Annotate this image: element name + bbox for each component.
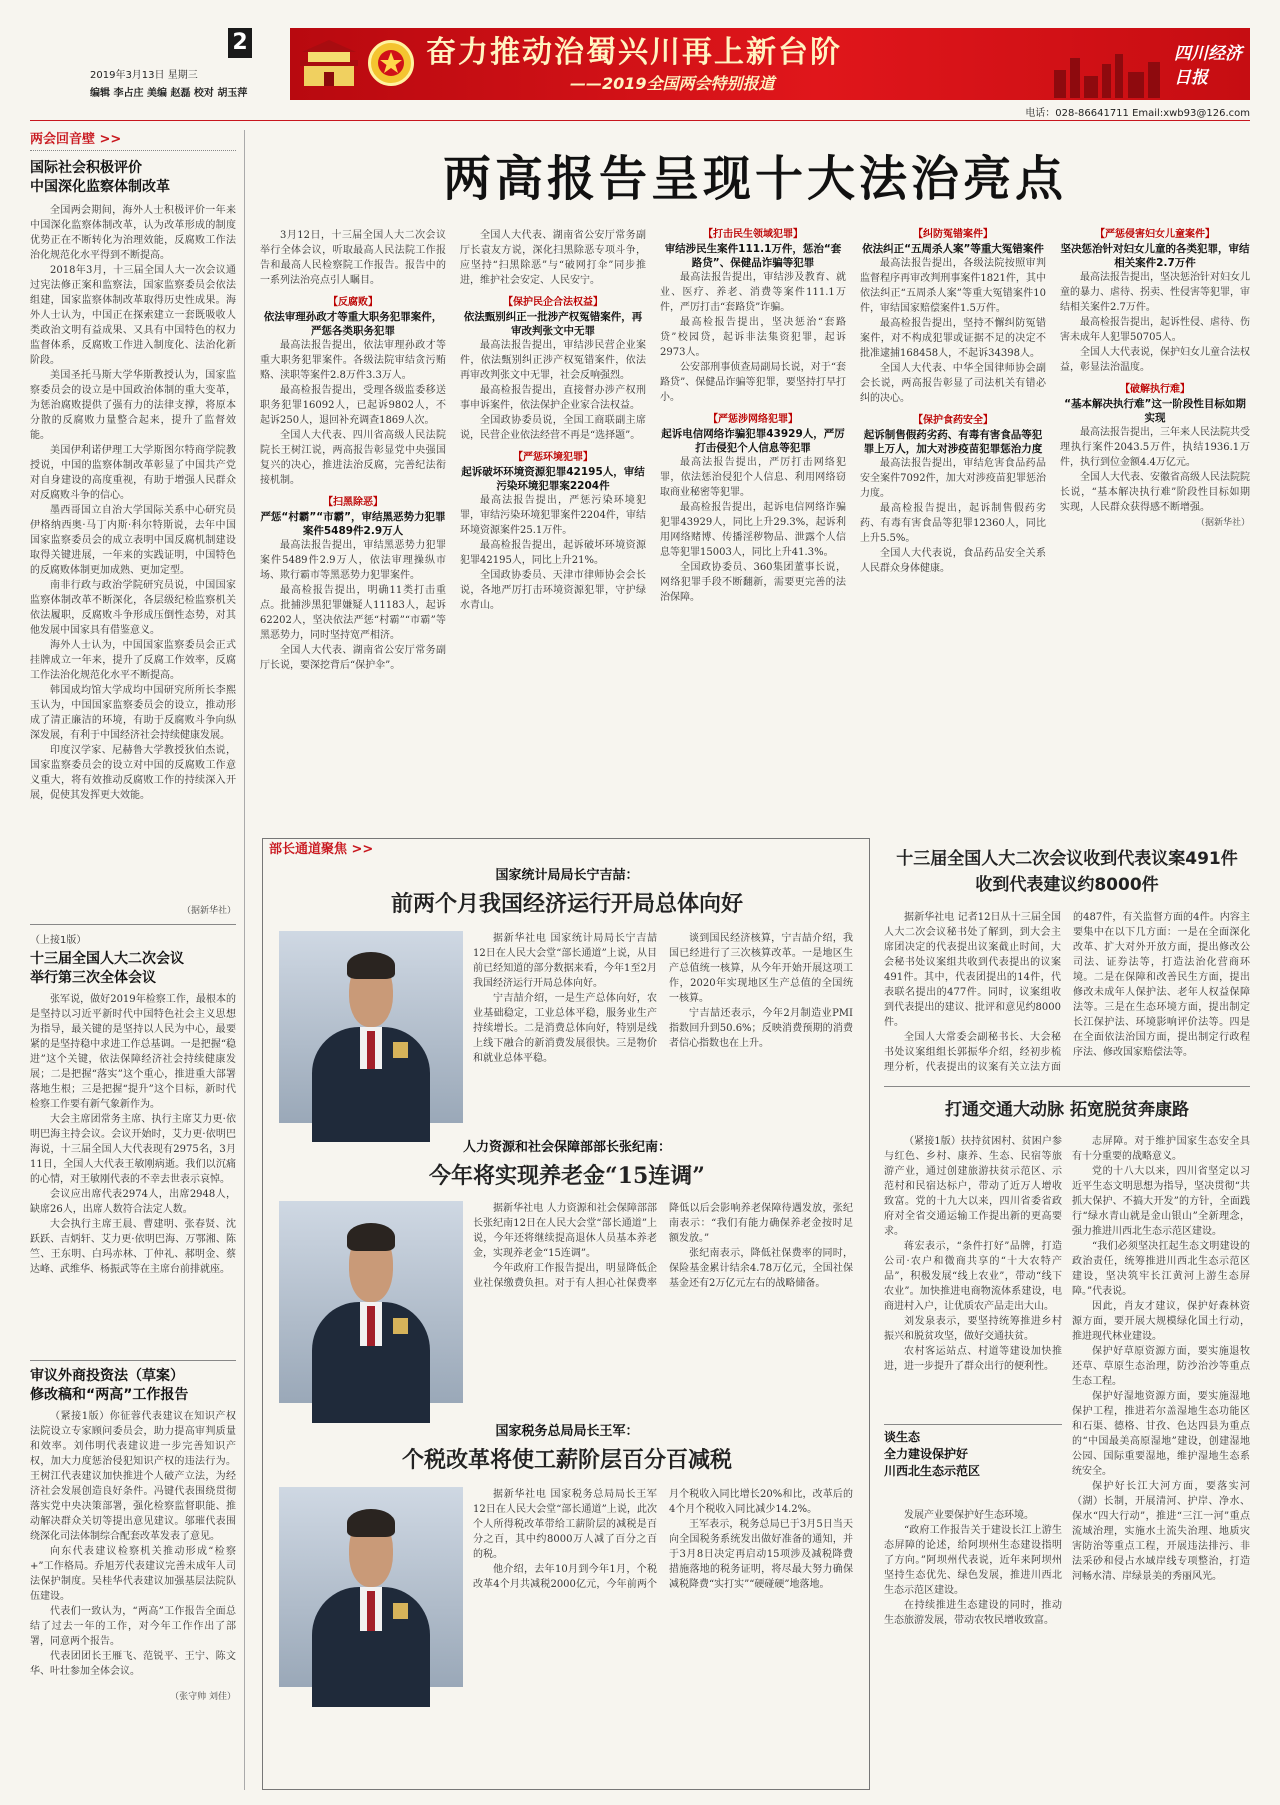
title-transport-poverty: 打通交通大动脉 拓宽脱贫奔康路: [945, 1100, 1189, 1120]
editor-line: 编辑 李占庄 美编 赵磊 校对 胡玉萍: [90, 88, 248, 99]
paragraph: 全国人大代表、中华全国律师协会副会长说，两高报告彰显了司法机关有错必纠的决心。: [860, 363, 1046, 404]
tag-enforcement: 【破解执行难】: [1120, 384, 1190, 395]
paragraph: 最高法报告提出，依法审理孙政才等重大职务犯罪案件。各级法院审结贪污贿赂、渎职等案件2.8万件3.3万人。: [260, 340, 446, 381]
paragraph: 最高检报告提出，坚持不懈纠防冤错案件，对不构成犯罪或证据不足的决定不批准逮捕168458人，不起诉34398人。: [860, 318, 1046, 359]
legal-highlights-section: [260, 228, 1250, 828]
section-label-ministers: 部长通道聚焦 >>: [263, 839, 443, 861]
paragraph: 据新华社电 国家税务总局局长王军12日在人民大会堂“部长通道”上说，此次个人所得税改革带给工薪阶层的减税是百分之百，其中约8000万人减了百分之百的税。: [473, 1489, 657, 1560]
paragraph: 他介绍，去年10月到今年1月，个税改革4个月共减税2000亿元，今年前两个月个税收入同比增长20%和比，改革后的4个月个税收入同比减少14.2%。: [473, 1489, 853, 1590]
title-statistics: 前两个月我国经济运行开局总体向好: [390, 891, 743, 917]
highlight-column-5: [1060, 228, 1250, 828]
paragraph: 最高法报告提出，审结涉及教育、就业、医疗、养老、消费等案件111.1万件，严厉打击“套路贷”诈骗。: [660, 272, 846, 313]
article-foreign-investment: [30, 1360, 236, 1702]
paragraph: 全国人大代表、湖南省公安厅常务副厅长袁友方说，深化扫黑除恶专项斗争，应坚持“扫黑除恶”与“破网打伞”同步推进，维护社会安定、人民安宁。: [460, 230, 646, 286]
title-taxation: 个税改革将使工薪阶层百分百减税: [401, 1447, 732, 1473]
paragraph: （紧接1版）扶持贫困村、贫困户参与红色、乡村、康养、生态、民宿等旅游产业，通过创建旅游扶贫示范区、示范村和民宿达标户，带动了近万人增收致富。党的十九大以来，四川省委省政府对全省交通运输工作提出新的更高要求。: [884, 1136, 1062, 1237]
paragraph: 最高法报告提出，审结黑恶势力犯罪案件5489件2.9万人，依法审理操纵市场、欺行霸市等黑恶势力犯罪案件。: [260, 540, 446, 581]
paragraph: 保护好草原资源方面，要实施退牧还草、草原生态治理，防沙治沙等重点生态工程。: [1072, 1346, 1250, 1387]
highlight-column-3: [660, 228, 846, 828]
kicker-social-security: 人力资源和社会保障部部长张纪南：: [462, 1140, 671, 1155]
paragraph: 最高法报告提出，严惩污染环境犯罪，审结污染环境犯罪案件2204件，审结环境资源案件25.1万件。: [460, 495, 646, 536]
left-column: [30, 130, 236, 1790]
body-statistics: [473, 931, 853, 1127]
paragraph: 全国政协委员说，全国工商联副主席说，民营企业依法经营不再是“选择题”。: [460, 415, 646, 441]
article-title-foreign-investment: 审议外商投资法（草案） 修改稿和“两高”工作报告: [30, 1368, 189, 1403]
highlight-column-2: [460, 228, 646, 828]
paragraph: 保护好湿地资源方面，要实施湿地保护工程，推进若尔盖湿地生态功能区和石渠、德格、甘孜、色达四县为重点的“中国最美高原湿地”建设，创建湿地公园、国际重要湿地，维护湿地生态系统安全。: [1072, 1391, 1250, 1477]
photo-wang-jun: [279, 1487, 463, 1687]
paragraph: 农村客运站点、村道等建设加快推进，进一步提升了群众出行的便利性。: [884, 1346, 1062, 1372]
subhead-women-children: 坚决惩治针对妇女儿童的各类犯罪，审结相关案件2.7万件: [1060, 243, 1250, 269]
national-emblem-icon: [368, 40, 414, 86]
paragraph: 今年政府工作报告提出，明显降低企业社保缴费负担。对于有人担心社保费率降低以后会影响养老保障待遇发放，张纪南表示：“我们有能力确保养老金按时足额发放。”: [473, 1203, 853, 1289]
paragraph: 最高法报告提出，坚决惩治针对妇女儿童的暴力、虐待、拐卖、性侵害等犯罪，审结相关案件2.7万件。: [1060, 272, 1250, 313]
paragraph: 最高检报告提出，起诉破坏环境资源犯罪42195人，同比上升21%。: [460, 540, 646, 566]
paragraph: 韩国成均馆大学成均中国研究所所长李熙玉认为，中国国家监察委员会的设立，推动形成了清正廉洁的环境，有助于反腐败斗争向纵深发展，有利于中国经济社会持续健康发展。: [30, 685, 236, 741]
paragraph: 蒋宏表示，“条件打好”品牌，打造公司·农户和微商共享的“十大农特产品”，积极发展“线上农业”，带动“线下农业”。加快推进电商物流体系建设，电商进村入户，让优质农产品走出大山。: [884, 1241, 1062, 1312]
paragraph: 发展产业要保护好生态环境。: [904, 1510, 1034, 1521]
section-label-lianghui: 两会回音壁 >>: [30, 130, 236, 151]
title-social-security: 今年将实现养老金“15连调”: [429, 1163, 705, 1189]
highlight-column-4: [860, 228, 1046, 828]
article-npc-meeting: [30, 924, 236, 1352]
paragraph: 宁吉喆介绍，一是生产总体向好，农业基础稳定，工业总体平稳，服务业生产持续增长。二是消费总体向好，特别是线上线下融合的新消费发展很快。三是物价和就业总体平稳。: [473, 993, 657, 1064]
photo-zhang-jinan: [279, 1201, 463, 1403]
photo-ning-jizhe: [279, 931, 463, 1123]
article-title-supervision: 国际社会积极评价 中国深化监察体制改革: [30, 160, 170, 195]
paragraph: 向东代表建议检察机关推动形成“检察+”工作格局。乔旭芳代表建议完善未成年人司法保护制度。吴桂华代表建议加强基层法院队伍建设。: [30, 1546, 236, 1602]
header-banner: [290, 28, 1250, 100]
article-body-foreign-investment: [30, 1409, 236, 1689]
paragraph: 南非行政与政治学院研究员说，中国国家监察体制改革不断深化，各层级纪检监察机关依法履职，反腐败斗争形成压倒性态势，对其他发展中国家具有借鉴意义。: [30, 580, 236, 636]
paragraph: 全国人大代表、安徽省高级人民法院院长说，“基本解决执行难”阶段性目标如期实现，人民群众获得感不断增强。: [1060, 472, 1250, 513]
article-credit: （据新华社）: [1195, 518, 1250, 528]
subhead-environment: 起诉破坏环境资源犯罪42195人，审结污染环境犯罪案2204件: [461, 466, 645, 492]
ecology-subheadline: [884, 1424, 1062, 1504]
paragraph: 刘发泉表示，要坚持统筹推进乡村振兴和脱贫攻坚，做好交通扶贫。: [884, 1316, 1062, 1342]
banner-title: 奋力推动治蜀兴川再上新台阶: [426, 35, 842, 70]
tag-wrongful-conviction: 【纠防冤错案件】: [913, 229, 993, 240]
paragraph: 代表团团长王雁飞、范锐平、王宁、陈文华、叶壮参加全体会议。: [30, 1651, 236, 1677]
kicker-statistics: 国家统计局局长宁吉喆：: [495, 868, 639, 883]
paragraph: 全国人大代表、四川省高级人民法院院长王树江说，两高报告彰显党中央强国复兴的决心，推进法治反腐，完善纪法衔接机制。: [260, 430, 446, 486]
paragraph: 保护好长江大河方面，要落实河（湖）长制，开展清河、护岸、净水、保水“四大行动”，推进“三江一河”重点流域治理，实施水土流失治理、地质灾害防治等重点工程，开展违法排污、非法采砂和侵占水域岸线专项整治，打造河畅水清、岸绿景美的秀丽风光。: [1072, 1481, 1250, 1582]
tag-cyber-crime: 【严惩涉网络犯罪】: [708, 414, 798, 425]
paragraph: 全国政协委员、天津市律师协会会长说，各地严厉打击环境资源犯罪，守护绿水青山。: [460, 570, 646, 611]
paragraph: 大会主席团常务主席、执行主席艾力更·依明巴海主持会议。会议开始时，艾力更·依明巴海说，十三届全国人大代表现有2975名，3月11日，全国人大代表王敏刚病逝。我们以沉痛的心情，对王敏刚代表的不幸去世表示哀悼。: [30, 1114, 236, 1185]
subhead-anti-corruption: 依法审理孙政才等重大职务犯罪案件，严惩各类职务犯罪: [263, 311, 443, 337]
paragraph: 党的十八大以来，四川省坚定以习近平生态文明思想为指导，坚决贯彻“共抓大保护、不搞大开发”的方针，全面践行“绿水青山就是金山银山”全新理念，强力推进川西北生态示范区建设。: [1072, 1166, 1250, 1237]
divider: [884, 1086, 1250, 1087]
column-divider: [244, 130, 245, 1790]
paragraph: 全国两会期间，海外人士积极评价一年来中国深化监察体制改革，认为改革形成的制度优势正在不断转化为治理效能，反腐败工作法治化规范化水平得到不断提高。: [30, 205, 236, 261]
tag-anti-gang: 【扫黑除恶】: [323, 497, 383, 508]
page-number: 2: [228, 28, 252, 58]
article-prefix: （上接1版）: [30, 935, 87, 946]
paragraph: 美国圣托马斯大学华斯教授认为，国家监察委员会的设立是中国政治体制的重大变革，为惩治腐败提供了强有力的法律支撑，将原本分散的反腐败力量整合起来，提升了监督效能。: [30, 370, 236, 441]
tiananmen-icon: [298, 34, 360, 94]
kicker-taxation: 国家税务总局局长王军：: [495, 1424, 639, 1439]
paragraph: 墨西哥国立自治大学国际关系中心研究员伊格纳西奥·马丁内斯·科尔特斯说，去年中国国家监察委员会的成立表明中国反腐机制建设取得关键进展，一年来的实践证明，中国特色的反腐败体制更加成熟、更加定型。: [30, 505, 236, 576]
subhead-anti-gang: 严惩“村霸”“市霸”，审结黑恶势力犯罪案件5489件2.9万人: [260, 511, 446, 537]
paragraph: 全国人大代表、湖南省公安厅常务副厅长说，要深挖背后“保护伞”。: [260, 645, 446, 671]
paragraph: 宁吉喆还表示，今年2月制造业PMI指数回升到50.6%；反映消费预期的消费者信心指数也在上升。: [669, 1008, 853, 1049]
tag-food-drug-safety: 【保护食药安全】: [913, 415, 993, 426]
paper-name: 四川经济日报: [1174, 44, 1242, 88]
subhead-enforcement: “基本解决执行难”这一阶段性目标如期实现: [1064, 398, 1246, 424]
paragraph: “政府工作报告关于建设长江上游生态屏障的论述，给阿坝州生态建设指明了方向。”阿坝州代表说，近年来阿坝州坚持生态优先、绿色发展，推进川西北生态示范区建设。: [884, 1525, 1062, 1596]
contact-info: 电话：028-86641711 Email:xwb93@126.com: [1025, 108, 1250, 119]
header-rule: [30, 120, 1250, 121]
paragraph: 志屏障。对于维护国家生态安全具有十分重要的战略意义。: [1072, 1136, 1250, 1162]
ministers-box: [262, 838, 870, 1790]
body-social-security: [473, 1201, 853, 1407]
article-credit: （张守帅 刘佳）: [170, 1692, 236, 1702]
tag-private-enterprise: 【保护民企合法权益】: [503, 297, 603, 308]
paragraph: 美国伊利诺伊理工大学斯图尔特商学院教授说，中国的监察体制改革彰显了中国共产党对自身建设的高度重视，有助于增强人民群众对反腐败斗争的信心。: [30, 445, 236, 501]
paragraph: 全国人大代表说，食品药品安全关系人民群众身体健康。: [860, 548, 1046, 574]
article-body-supervision: [30, 203, 236, 903]
paragraph: 谈到国民经济核算，宁吉喆介绍，我国已经进行了三次核算改革。一是地区生产总值统一核算，从今年开始开展这项工作，2020年实现地区生产总值的全国统一核算。: [669, 933, 853, 1004]
paragraph: 最高法报告提出，三年来人民法院共受理执行案件2043.5万件，执结1936.1万件，执行到位金额4.4万亿元。: [1060, 427, 1250, 468]
paragraph: 张纪南表示，降低社保费率的同时，保险基金累计结余4.78万亿元，全国社保基金还有2万亿元左右的战略储备。: [669, 1248, 853, 1289]
subhead-food-drug-safety: 起诉制售假药劣药、有毒有害食品等犯罪上万人，加大对涉疫苗犯罪惩治力度: [863, 429, 1043, 455]
paragraph: 最高法报告提出，审结危害食品药品安全案件7092件，加大对涉疫苗犯罪惩治力度。: [860, 458, 1046, 499]
paragraph: 最高检报告提出，起诉性侵、虐待、伤害未成年人犯罪50705人。: [1060, 317, 1250, 343]
paragraph: （紧接1版）你征蓉代表建议在知识产权法院设立专家顾问委员会，助力提高审判质量和效率。刘伟明代表建议进一步完善知识产权，加大力度惩治侵犯知识产权的违法行为。王树江代表建议加快推进个人破产立法，为经济社会发展创造良好条件。冯键代表围绕贯彻落实党中央决策部署，强化检察监督职能、推动解决群众关切等提出意见建议。邬璀代表围绕深化司法体制综合配套改革发表了意见。: [30, 1411, 236, 1542]
tag-livelihood: 【打击民生领域犯罪】: [703, 229, 803, 240]
subhead-private-enterprise: 依法甄别纠正一批涉产权冤错案件，再审改判张文中无罪: [463, 311, 643, 337]
body-ecology: [884, 1508, 1062, 1790]
article-body-npc-meeting: [30, 992, 236, 1352]
paragraph: 全国人大常委会副秘书长、大会秘书处议案组组长郭振华介绍，经初步梳理分析，代表提出的议案有关立法方面的487件，有关监督方面的4件。内容主要集中在以下几方面：一是在全面深化改革、扩大对外开放方面，提出修改公司法、证券法等，打造法治化营商环境。二是在保障和改善民生方面，提出修改未成年人保护法、老年人权益保障法等。三是在生态环境方面，提出制定长江保护法、环境影响评价法等。四是在全面依法治国方面，提出制定行政程序法、修改国家赔偿法等。: [884, 912, 1250, 1073]
body-transport-poverty: [884, 1134, 1062, 1418]
intro-paragraph: 3月12日，十三届全国人大二次会议举行全体会议，听取最高人民法院工作报告和最高人民检察院工作报告。报告中的一系列法治亮点引人瞩目。: [260, 230, 446, 286]
title-motions: 十三届全国人大二次会议收到代表议案491件 收到代表建议约8000件: [896, 849, 1238, 895]
paragraph: 最高法报告提出，审结涉民营企业案件，依法甄别纠正涉产权冤错案件，依法再审改判张文中无罪，社会反响强烈。: [460, 340, 646, 381]
title-ecology: 谈生态 全力建设保护好 川西北生态示范区: [884, 1430, 981, 1478]
paragraph: “我们必须坚决扛起生态文明建设的政治责任，统筹推进川西北生态示范区建设，坚决筑牢长江黄河上游生态屏障。”代表说。: [1072, 1241, 1250, 1297]
paragraph: 在持续推进生态建设的同时，推动生态旅游发展，带动农牧民增收致富。: [884, 1600, 1062, 1626]
banner-subtitle: ——2019全国两会特别报道: [570, 74, 775, 93]
paragraph: 大会执行主席王晨、曹建明、张春贤、沈跃跃、吉炳轩、艾力更·依明巴海、万鄂湘、陈竺、王东明、白玛赤林、丁仲礼、郝明金、蔡达峰、武维华、杨振武等在主席台前排就座。: [30, 1219, 236, 1275]
paragraph: 全国政协委员、360集团董事长说，网络犯罪手段不断翻新，需要更完善的法治保障。: [660, 562, 846, 603]
city-skyline-icon: [1050, 50, 1170, 98]
paragraph: 最高检报告提出，受理各级监委移送职务犯罪16092人，已起诉9802人，不起诉250人，退回补充调查1869人次。: [260, 385, 446, 426]
paragraph: 2018年3月，十三届全国人大一次会议通过宪法修正案和监察法，国家监察委员会依法组建，国家监察体制改革取得历史性成果。海外人士认为，中国正在探索建立一套既吸收人类政治文明有益成果、又具有中国特色的权力监督体系，反腐败工作进入制度化、法治化新阶段。: [30, 265, 236, 366]
paragraph: 最高检报告提出，明确11类打击重点。批捕涉黑犯罪嫌疑人11183人，起诉62202人，坚决依法严惩“村霸”“市霸”等黑恶势力，同时坚持宽严相济。: [260, 585, 446, 641]
subhead-wrongful-conviction: 依法纠正“五周杀人案”等重大冤错案件: [862, 243, 1044, 255]
tag-anti-corruption: 【反腐败】: [328, 297, 378, 308]
main-headline: 两高报告呈现十大法治亮点: [442, 151, 1067, 207]
date-line: 2019年3月13日 星期三: [90, 70, 198, 81]
paragraph: 最高检报告提出，坚决惩治“套路贷”校园贷，起诉非法集资犯罪，起诉2973人。: [660, 317, 846, 358]
paragraph: 公安部刑事侦查局副局长说，对于“套路贷”、保健品诈骗等犯罪，要坚持打早打小。: [660, 362, 846, 403]
tag-environment: 【严惩环境犯罪】: [513, 452, 593, 463]
paragraph: 最高检报告提出，起诉制售假药劣药、有毒有害食品等犯罪12360人，同比上升5.5%。: [860, 503, 1046, 544]
paragraph: 王军表示，税务总局已于3月5日当天向全国税务系统发出做好准备的通知，并于3月8日决定再启动15项涉及减税降费措施落地的税务证明，将尽最大努力确保减税降费“实打实”“硬碰硬”地落地。: [669, 1519, 853, 1590]
paragraph: 印度汉学家、尼赫鲁大学教授狄伯杰说，国家监察委员会的设立对中国的反腐败工作意义重大，将有效推动反腐败工作的持续深入开展，促使其发挥更大效能。: [30, 745, 236, 801]
paragraph: 最高检报告提出，起诉电信网络诈骗犯罪43929人，同比上升29.3%，起诉利用网络赌博、传播淫秽物品、泄露个人信息等犯罪15003人，同比上升41.3%。: [660, 502, 846, 558]
paragraph: 最高法报告提出，各级法院按照审判监督程序再审改判刑事案件1821件，其中依法纠正“五周杀人案”等重大冤错案件10件，审结国家赔偿案件1.5万件。: [860, 258, 1046, 314]
body-ecology-continued: [1072, 1134, 1250, 1790]
subhead-cyber-crime: 起诉电信网络诈骗犯罪43929人，严厉打击侵犯个人信息等犯罪: [661, 428, 845, 454]
paragraph: 海外人士认为，中国国家监察委员会正式挂牌成立一年来，提升了反腐工作效率，反腐工作法治化规范化水平不断提高。: [30, 640, 236, 681]
paragraph: 据新华社电 记者12日从十三届全国人大二次会议秘书处了解到，到大会主席团决定的代表提出议案截止时间，大会秘书处议案组共收到代表提出的议案491件。其中，代表团提出的14件，代表联名提出的477件。同时，议案组收到代表提出的建议、批评和意见约8000件。: [884, 912, 1061, 1028]
paragraph: 代表们一致认为，“两高”工作报告全面总结了过去一年的工作，对今年工作作出了部署，同意两个报告。: [30, 1606, 236, 1647]
paragraph: 张军说，做好2019年检察工作，最根本的是坚持以习近平新时代中国特色社会主义思想为指导，最关键的是坚持以人民为中心，最要紧的是坚持稳中求进工作总基调。一是把握“稳进”这个关键，依法保障经济社会持续健康发展；二是把握“落实”这个重心，推进重大部署落地生根；三是把握“提升”这个目标，新时代检察工作要有新气象新作为。: [30, 994, 236, 1110]
highlight-column-1: [260, 228, 446, 828]
paragraph: 因此，肖友才建议，保护好森林资源方面，要开展大规模绿化国土行动，推进现代林业建设。: [1072, 1301, 1250, 1342]
paragraph: 据新华社电 人力资源和社会保障部部长张纪南12日在人民大会堂“部长通道”上说，今年还将继续提高退休人员基本养老金，实现养老金“15连调”。: [473, 1203, 657, 1259]
subhead-livelihood: 审结涉民生案件111.1万件，惩治“套路贷”、保健品诈骗等犯罪: [664, 243, 842, 269]
paragraph: 据新华社电 国家统计局局长宁吉喆12日在人民大会堂“部长通道”上说，从目前已经知道的部分数据来看，今年1至2月我国经济运行开局总体向好。: [473, 933, 657, 989]
tag-women-children: 【严惩侵害妇女儿童案件】: [1095, 229, 1215, 240]
article-credit: （据新华社）: [181, 906, 236, 916]
paragraph: 最高法报告提出，严厉打击网络犯罪，依法惩治侵犯个人信息、利用网络窃取商业秘密等犯罪。: [660, 457, 846, 498]
article-title-npc-meeting: 十三届全国人大二次会议 举行第三次全体会议: [30, 951, 184, 986]
paragraph: 全国人大代表说，保护妇女儿童合法权益，彰显法治温度。: [1060, 347, 1250, 373]
paragraph: 会议应出席代表2974人，出席2948人，缺席26人，出席人数符合法定人数。: [30, 1189, 236, 1215]
body-motions: [884, 910, 1250, 1078]
body-taxation: [473, 1487, 853, 1779]
paragraph: 最高检报告提出，直接督办涉产权刑事申诉案件，依法保护企业家合法权益。: [460, 385, 646, 411]
